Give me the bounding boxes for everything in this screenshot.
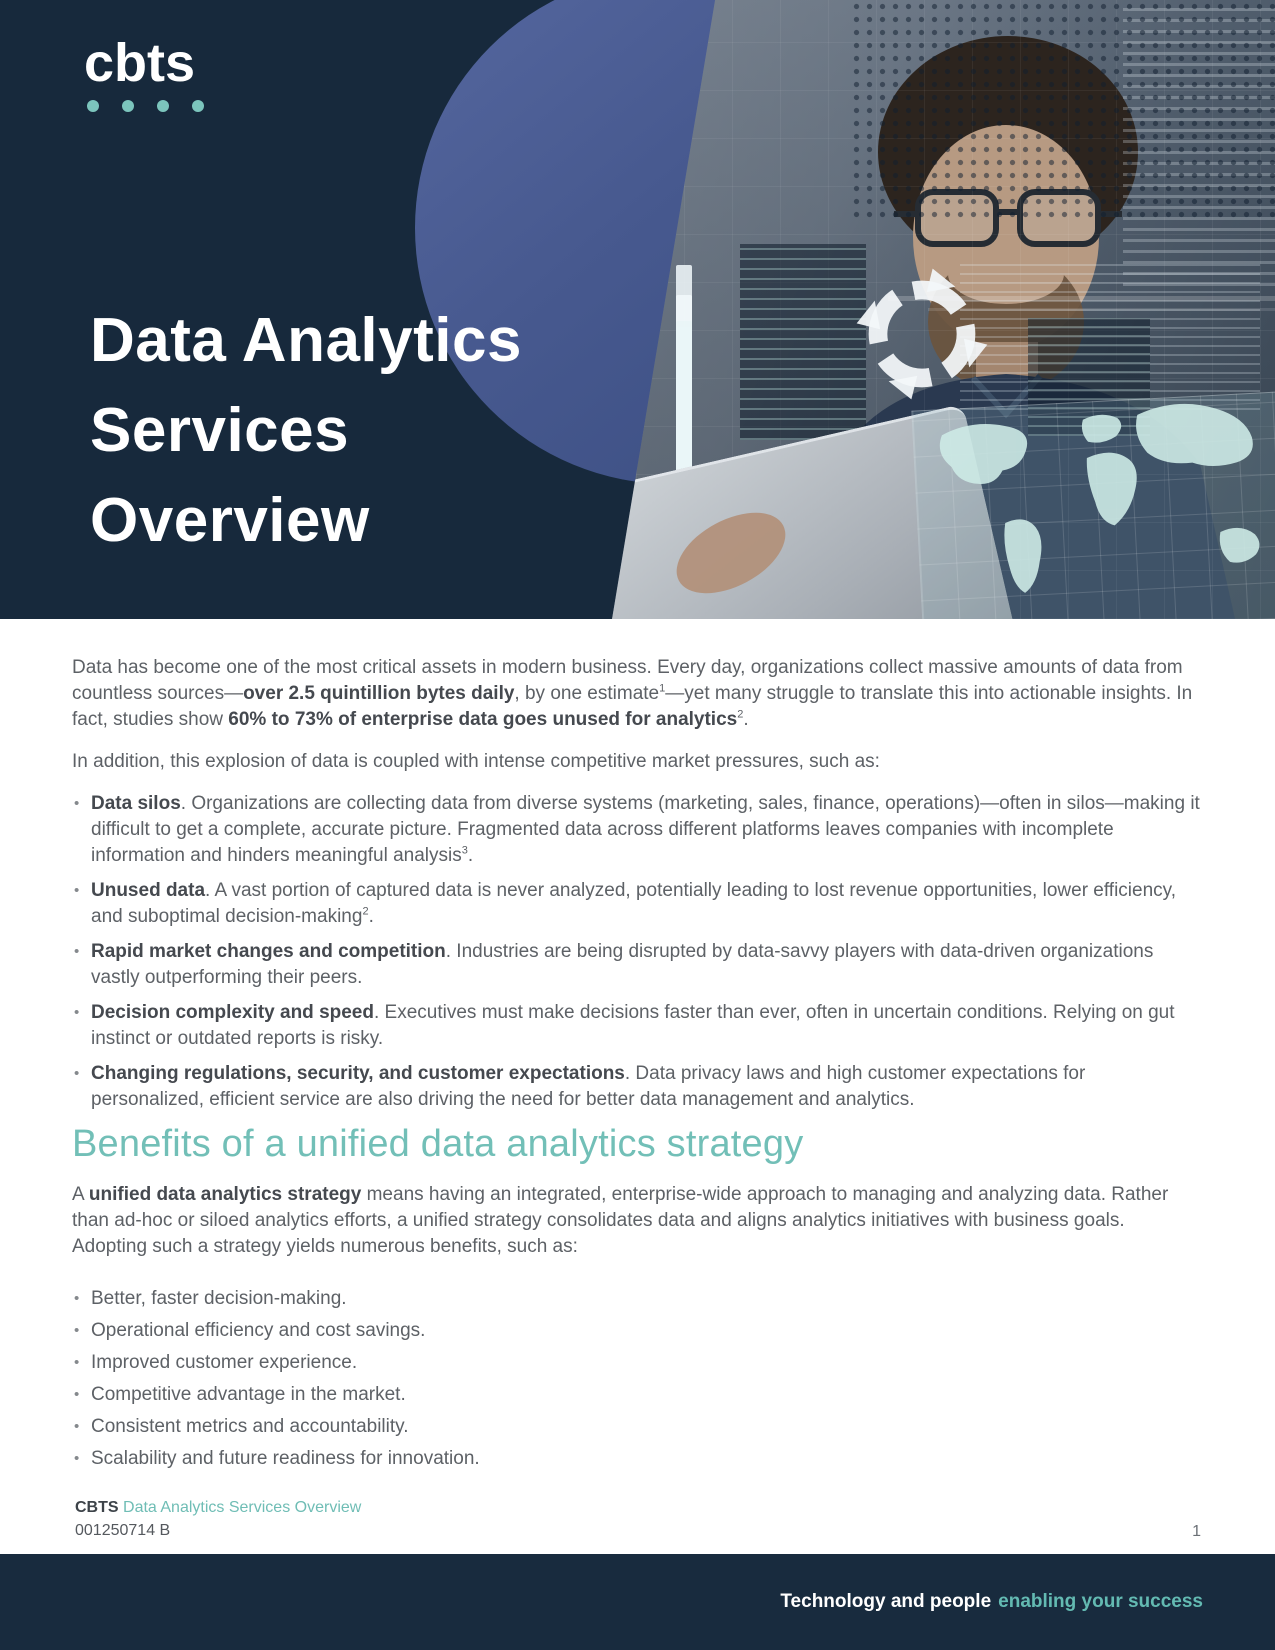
cycle-arrows-icon [856,268,988,400]
title-line: Services [90,396,350,465]
benefit-item: • Consistent metrics and accountability. [72,1414,1203,1440]
pressures-list [72,791,1203,1113]
benefit-item: • Scalability and future readiness for innovation. [72,1446,1203,1472]
cbts-logo [84,33,204,112]
pressure-item: • Unused data. A vast portion of captured data is never analyzed, potentially leading to lost revenue opportunities, lower efficiency, and suboptimal decision-making$^2$. [72,878,1203,930]
benefits-list [72,1286,1203,1472]
tagline-right: enabling your success [998,1591,1203,1612]
benefit-item: • Competitive advantage in the market. [72,1382,1203,1408]
bottom-tagline-bar [0,1554,1275,1650]
pressure-item: • Changing regulations, security, and customer expectations. Data privacy laws and high customer expectations for personalized, efficient service are also driving the need for better data management and analytics. [72,1061,1203,1113]
footer-meta [75,1496,361,1542]
title-line: Overview [90,486,370,555]
dot-pattern [850,0,1275,222]
body-content [0,619,1275,1478]
tagline-left: Technology and people [780,1591,992,1612]
title-line: Data Analytics [90,306,522,375]
world-map-graphic [911,392,1275,619]
pressure-item: • Data silos. Organizations are collecting data from diverse systems (marketing, sales, finance, operations)—often in silos—making it difficult to get a complete, accurate picture. Fragmented data across different platforms leaves companies with incomplete information and hinders meaningful analysis$^3$. [72,791,1203,869]
hero-banner [0,0,1275,619]
page-title [90,296,522,566]
doc-title-line [75,1496,361,1519]
pressure-item: • Decision complexity and speed. Executives must make decisions faster than ever, often in uncertain conditions. Relying on gut instinct or outdated reports is risky. [72,1000,1203,1052]
benefit-item: • Better, faster decision-making. [72,1286,1203,1312]
logo-wordmark: cbts [84,33,196,93]
doc-brand: CBTS [75,1499,119,1516]
benefit-item: • Improved customer experience. [72,1350,1203,1376]
page-number: 1 [1192,1523,1201,1540]
benefits-intro-paragraph: A unified data analytics strategy means having an integrated, enterprise-wide approach to managing and analyzing data. Rather than ad-hoc or siloed analytics efforts, a unified strategy consolidates data and aligns analytics initiatives with business goals. Adopting such a strategy yields numerous benefits, such as: [72,1184,1169,1257]
pressures-lead-paragraph: In addition, this explosion of data is coupled with intense competitive market pressures, such as: [72,751,880,772]
doc-code: 001250714 B [75,1522,171,1539]
code-panel [740,244,866,440]
benefits-heading: Benefits of a unified data analytics strategy [72,1123,804,1165]
doc-title: Data Analytics Services Overview [123,1499,362,1516]
pressure-item: • Rapid market changes and competition. Industries are being disrupted by data-savvy players with data-driven organizations vastly outperforming their peers. [72,939,1203,991]
intro-paragraph: Data has become one of the most critical assets in modern business. Every day, organizations collect massive amounts of data from countless sources—over 2.5 quintillion bytes daily, by one estimate$^1$—yet many struggle to translate this into actionable insights. In fact, studies show 60% to 73% of enterprise data goes unused for analytics$^2$. [72,657,1193,730]
benefit-item: • Operational efficiency and cost savings. [72,1318,1203,1344]
logo-dots [84,100,204,112]
